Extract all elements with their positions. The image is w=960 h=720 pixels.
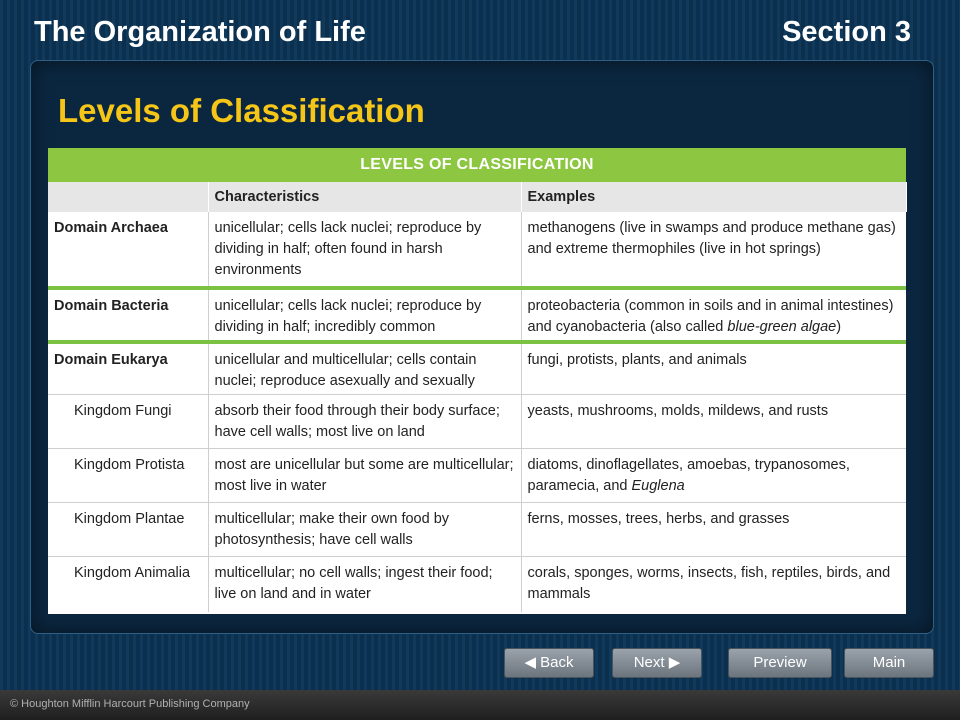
row-examples: yeasts, mushrooms, molds, mildews, and rusts [521,394,906,448]
row-examples [521,448,906,502]
row-characteristics: multicellular; no cell walls; ingest their food; live on land and in water [208,556,521,612]
row-examples: ferns, mosses, trees, herbs, and grasses [521,502,906,556]
row-name: Domain Archaea [48,212,208,288]
examples-text: ) [836,319,842,335]
slide-title: Levels of Classification [58,92,425,129]
examples-text: diatoms, dinoflagellates, amoebas, trypanosomes, paramecia, and [527,456,850,494]
table-row [48,212,906,288]
header-characteristics: Characteristics [208,182,521,212]
examples-italic: blue-green algae [727,319,837,335]
row-name: Kingdom Fungi [48,394,208,448]
row-name: Domain Bacteria [48,288,208,342]
header-title: The Organization of Life [34,16,366,48]
header-section: Section 3 [782,16,911,48]
row-name: Domain Eukarya [48,342,208,394]
next-label: Next [633,654,665,671]
row-characteristics: unicellular and multicellular; cells contain nuclei; reproduce asexually and sexually [208,342,521,394]
row-examples: corals, sponges, worms, insects, fish, reptiles, birds, and mammals [527,564,891,602]
examples-italic: Euglena [631,477,685,494]
row-characteristics: most are unicellular but some are multicellular; most live in water [208,448,521,502]
copyright-text: © Houghton Mifflin Harcourt Publishing Company [10,698,250,710]
row-examples: methanogens (live in swamps and produce methane gas) and extreme thermophiles (live in hot springs) [521,212,906,288]
next-arrow-icon: ▶ [668,654,681,671]
back-label: Back [540,654,574,671]
table-row [48,288,906,342]
table-row [48,556,906,612]
table-row [48,502,906,556]
classification-table [48,148,906,614]
table-row [48,448,906,502]
main-button[interactable] [844,648,934,678]
row-characteristics: absorb their food through their body surface; have cell walls; most live on land [208,394,521,448]
examples-text: proteobacteria (common in soils and in animal intestines) and cyanobacteria (also called [527,298,894,335]
row-examples [521,288,906,342]
back-button[interactable] [504,648,594,678]
row-characteristics: unicellular; cells lack nuclei; reproduce by dividing in half; incredibly common [208,288,521,342]
back-arrow-icon: ◀ [524,654,536,671]
row-name: Kingdom Protista [48,448,208,502]
next-button[interactable] [612,648,702,678]
header-cell-blank [48,182,208,212]
row-name: Kingdom Plantae [48,502,208,556]
preview-button[interactable] [728,648,832,678]
preview-label: Preview [753,654,807,671]
row-name: Kingdom Animalia [48,556,208,612]
row-examples: fungi, protists, plants, and animals [521,342,906,394]
table-caption: LEVELS OF CLASSIFICATION [48,148,906,182]
row-characteristics: unicellular; cells lack nuclei; reproduce by dividing in half; often found in harsh environments [208,212,521,288]
table-row [48,394,906,448]
row-characteristics: multicellular; make their own food by photosynthesis; have cell walls [208,502,521,556]
main-label: Main [872,654,906,671]
table-row [48,342,906,394]
header-examples: Examples [521,182,906,212]
